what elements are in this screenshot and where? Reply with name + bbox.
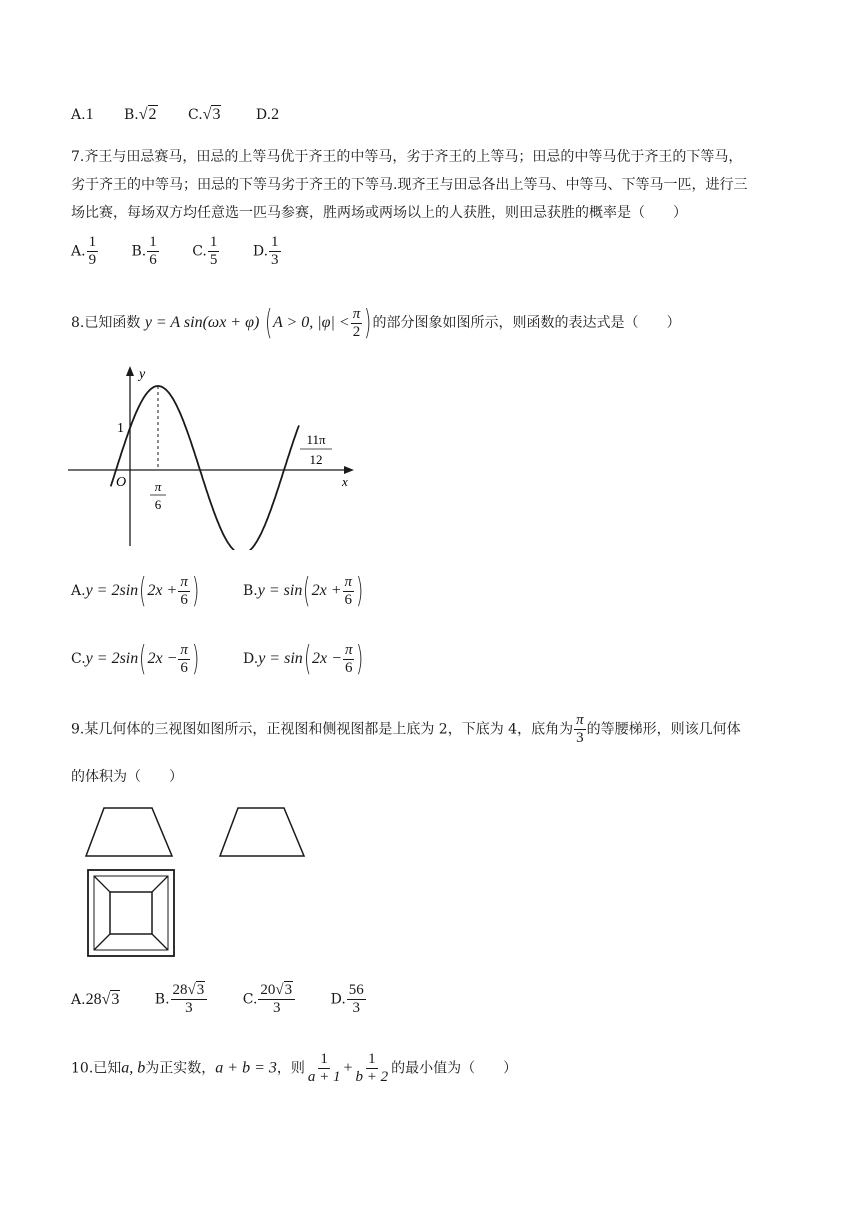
- x-tick-label-2-den: 12: [309, 452, 323, 467]
- q7-stem-line-1: 7.齐王与田忌赛马，田忌的上等马优于齐王的中等马，劣于齐王的上等马；田忌的中等马优于齐王的下等马，: [71, 149, 743, 165]
- q7-option-c: C. $\frac{1}{5}$: [192, 234, 218, 268]
- q7-options: [71, 234, 282, 269]
- y-axis-arrow: [126, 366, 134, 376]
- q7-option-a: A. $\frac{1}{9}$: [71, 234, 97, 268]
- q9-three-views: [84, 802, 320, 962]
- q9-option-d: D. $\frac{56}{3}$: [330, 982, 364, 1016]
- q8-option-d: D.y = sin(2x − $\frac{\pi}{6}$ ): [243, 639, 364, 679]
- side-view-trapezoid: [220, 808, 304, 856]
- q7-option-b: B. $\frac{1}{6}$: [131, 234, 157, 268]
- front-view-trapezoid: [86, 808, 172, 856]
- x-tick-label-1-den: 6: [154, 497, 162, 512]
- q7-option-d: D. $\frac{1}{3}$: [252, 234, 279, 268]
- q7-stem-line-2: 劣于齐王的中等马；田忌的下等马劣于齐王的下等马.现齐王与田忌各出上等马、中等马、下等马一匹，进行三: [71, 177, 748, 193]
- q6-option-d: D.2: [255, 106, 280, 123]
- origin-label: O: [116, 475, 127, 490]
- q9-options: [71, 982, 367, 1017]
- q7-stem-line-3: 场比赛，每场双方均任意选一匹马参赛，胜两场或两场以上的人获胜，则田忌获胜的概率是（ ）: [71, 205, 687, 221]
- q9-option-c: C. $\frac{20√3}{3}$: [243, 982, 296, 1017]
- q6-option-c: C.√3: [188, 106, 221, 123]
- q8-option-c: C.y = 2sin(2x − $\frac{\pi}{6}$ ): [71, 639, 200, 679]
- q8-option-a: A.y = 2sin(2x + $\frac{\pi}{6}$ ): [71, 571, 200, 611]
- x-axis-label: x: [342, 474, 348, 489]
- y-axis-label: y: [139, 367, 146, 382]
- top-view-square: [88, 870, 174, 956]
- q8-option-b: B.y = sin(2x + $\frac{\pi}{6}$ ): [243, 571, 364, 611]
- x-tick-label-1-num: π: [154, 479, 162, 494]
- q8-stem: 8.已知函数 y = A sin(ωx + φ) (A > 0, |φ| < $\frac{\pi}{2}$ )的部分图象如图所示，则函数的表达式是（ ）: [71, 303, 681, 343]
- q8-function: y = A sin(ωx + φ): [144, 314, 260, 331]
- q6-option-b: B.√2: [124, 106, 157, 123]
- y-tick-label: 1: [117, 421, 124, 436]
- q9-option-b: B. $\frac{28√3}{3}$: [155, 982, 208, 1017]
- q8-sine-graph: [64, 364, 364, 550]
- q9-stem-line-1: 9.某几何体的三视图如图所示，正视图和侧视图都是上底为 2，下底为 4，底角为 $\frac{\pi}{3}$ 的等腰梯形，则该几何体: [71, 712, 741, 746]
- x-axis-arrow: [344, 466, 354, 474]
- q9-option-a: A.28√3: [71, 990, 120, 1008]
- sine-curve: [111, 386, 299, 550]
- q6-option-a: A.1: [71, 106, 94, 123]
- q10-stem: 10.已知a, b为正实数，a + b = 3，则 $\frac{1}{a + 1}$ + $\frac{1}{b + 2}$ 的最小值为（ ）: [71, 1051, 518, 1085]
- q9-stem-line-2: 的体积为（ ）: [71, 769, 183, 785]
- x-tick-label-2-num: 11π: [306, 432, 326, 447]
- q6-options: [71, 106, 279, 124]
